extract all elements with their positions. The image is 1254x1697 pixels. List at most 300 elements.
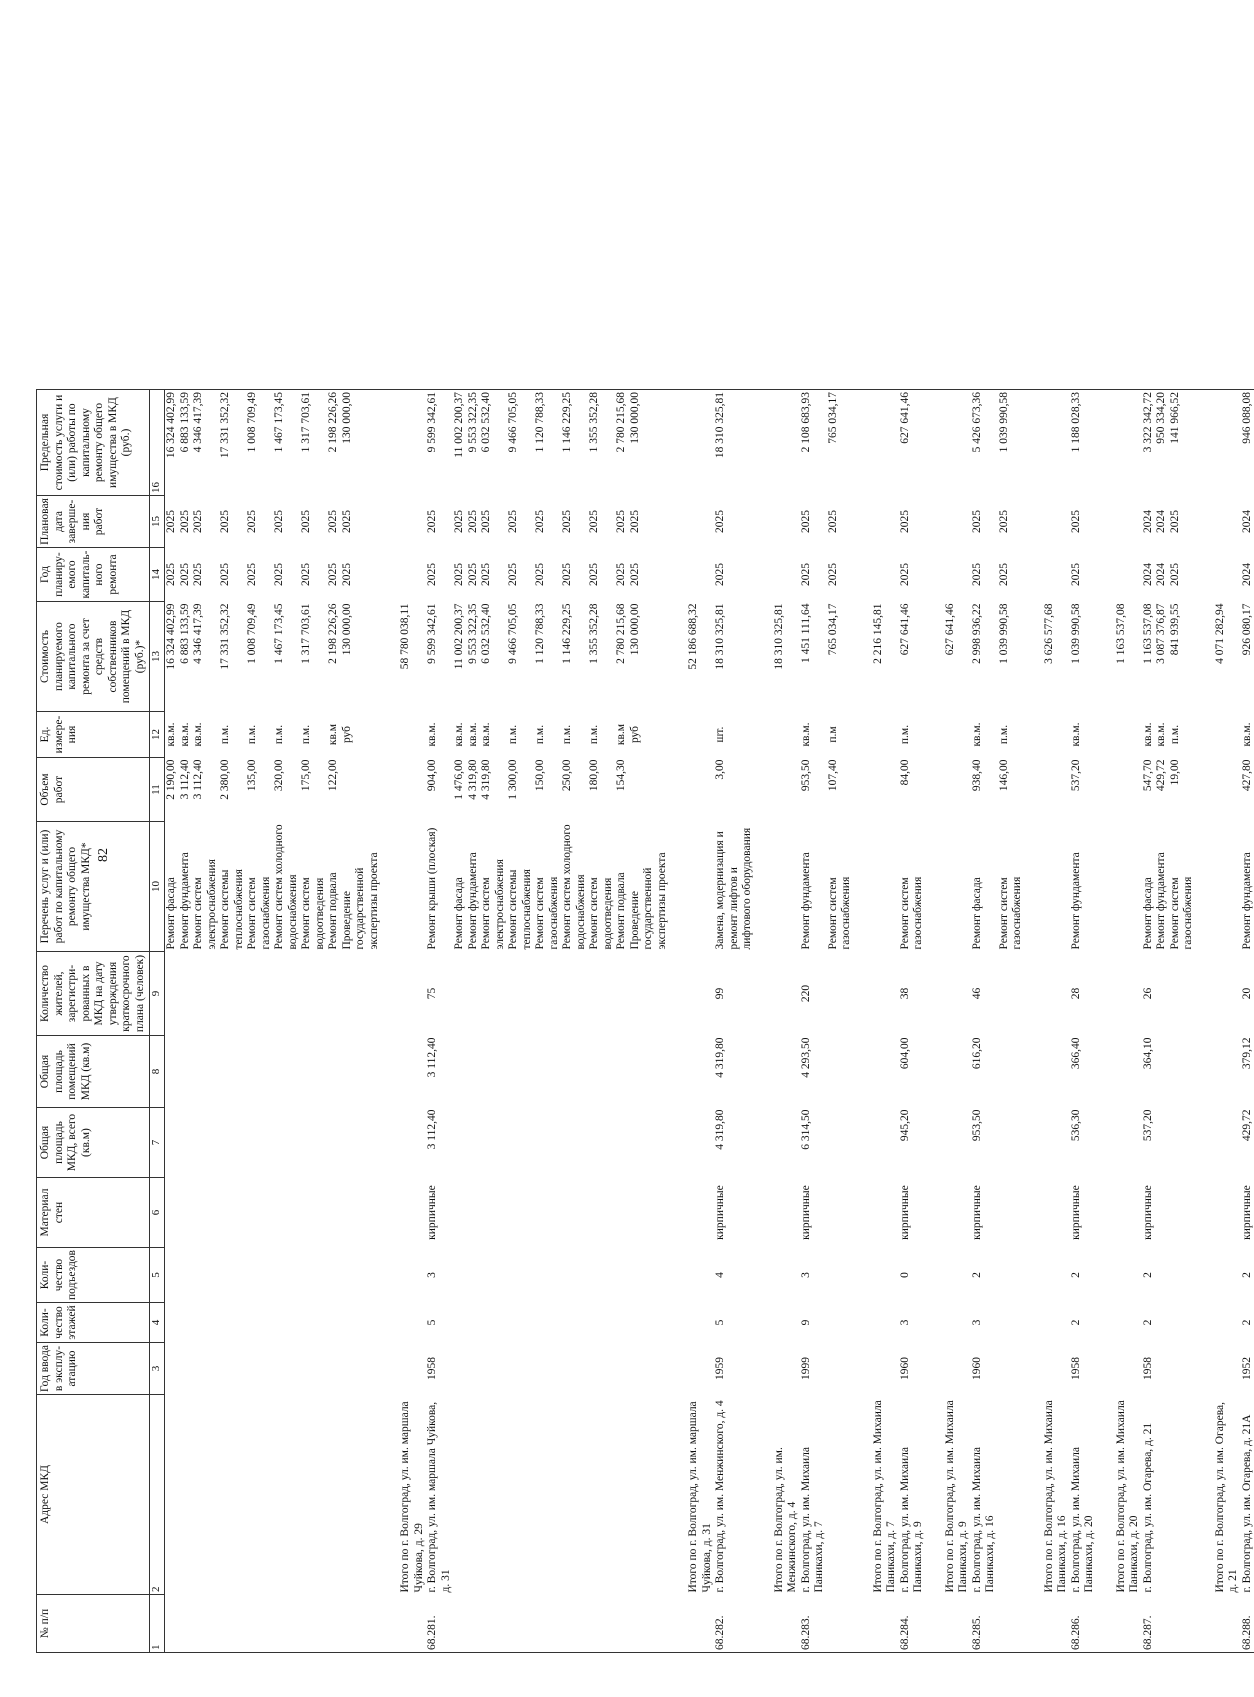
- table-cell: [872, 1343, 899, 1395]
- spacer-row: [1196, 390, 1214, 1653]
- table-cell: 52 186 688,32: [687, 603, 699, 670]
- table-cell: [179, 1036, 193, 1108]
- table-cell: [246, 1036, 273, 1108]
- table-cell: [219, 1395, 246, 1595]
- table-cell: 2025: [1069, 563, 1082, 587]
- table-cell: кв.м.: [1240, 722, 1253, 747]
- table-cell: 1 467 173,45: [273, 603, 285, 664]
- table-cell: [399, 1303, 426, 1343]
- table-cell: [507, 1595, 534, 1653]
- table-cell: [507, 952, 534, 1036]
- table-cell: [872, 496, 899, 548]
- table-cell: 2025: [192, 563, 204, 587]
- table-cell: 16 324 402,99: [165, 390, 179, 496]
- table-cell: 2025: [970, 510, 983, 534]
- table-cell: кв.м.: [480, 722, 492, 747]
- table-cell: [827, 1248, 854, 1303]
- table-cell: 3: [799, 1272, 812, 1278]
- table-cell: Ремонт подвала: [615, 872, 627, 950]
- table-cell: [507, 1108, 534, 1178]
- table-cell: 17 331 352,32: [219, 603, 231, 670]
- table-cell: [615, 1395, 629, 1595]
- table-cell: [507, 1343, 534, 1395]
- column-header: № п/п: [37, 1595, 150, 1653]
- table-cell: Проведение государственной экспертизы проекта: [340, 852, 380, 950]
- table-cell: [872, 390, 899, 496]
- table-cell: 130 000,00: [629, 390, 670, 496]
- table-cell: [534, 1248, 561, 1303]
- table-cell: [327, 1108, 341, 1178]
- table-cell: шт.: [714, 726, 726, 743]
- column-number: 8: [150, 1036, 165, 1108]
- table-cell: Ремонт фундамента: [1155, 852, 1167, 950]
- column-number: 4: [150, 1303, 165, 1343]
- table-cell: 2024: [1141, 510, 1154, 534]
- table-cell: 19,00: [1168, 759, 1181, 786]
- table-cell: [629, 1595, 670, 1653]
- table-cell: 180,00: [588, 759, 600, 792]
- table-cell: [179, 952, 193, 1036]
- table-cell: [588, 1036, 615, 1108]
- table-cell: [534, 1108, 561, 1178]
- table-cell: [399, 1178, 426, 1248]
- table-cell: 2 198 226,26: [327, 390, 341, 496]
- table-cell: 2025: [426, 563, 438, 587]
- table-cell: 2025: [826, 563, 839, 587]
- table-cell: 1960: [970, 1357, 983, 1380]
- table-cell: 2025: [480, 510, 492, 534]
- table-cell: [534, 1036, 561, 1108]
- table-cell: 2025: [327, 563, 339, 587]
- table-cell: 3,00: [714, 759, 726, 780]
- column-number: 10: [150, 822, 165, 952]
- table-cell: 945,20: [898, 1109, 911, 1142]
- table-cell: кирпичные: [898, 1185, 911, 1240]
- table-cell: Ремонт систем газоснабжения: [898, 876, 924, 950]
- table-cell: [1214, 1595, 1241, 1653]
- table-cell: 130 000,00: [340, 603, 353, 656]
- table-cell: [773, 1108, 800, 1178]
- table-cell: [1115, 390, 1142, 496]
- table-cell: 953,50: [799, 759, 812, 792]
- table-cell: [273, 1303, 300, 1343]
- table-cell: 953,50: [970, 1109, 983, 1142]
- table-cell: Ремонт крыши (плоская): [426, 827, 438, 950]
- column-number-row: [150, 390, 165, 1653]
- table-cell: [534, 1343, 561, 1395]
- table-cell: [1115, 758, 1142, 822]
- table-cell: [192, 1303, 219, 1343]
- table-cell: 2024: [1240, 510, 1253, 534]
- table-cell: [327, 1036, 341, 1108]
- table-cell: 2025: [273, 563, 285, 587]
- table-cell: 175,00: [300, 759, 312, 792]
- table-cell: 2025: [561, 510, 573, 534]
- table-cell: [872, 1178, 899, 1248]
- table-row: [827, 390, 854, 1653]
- table-body: [165, 390, 1254, 1653]
- table-cell: [629, 1178, 670, 1248]
- table-cell: [341, 1036, 382, 1108]
- table-cell: 2025: [534, 563, 546, 587]
- table-cell: 2 380,00: [219, 759, 231, 800]
- table-cell: [827, 952, 854, 1036]
- table-cell: [561, 1395, 588, 1595]
- table-cell: 841 939,55: [1168, 603, 1181, 656]
- table-cell: 4 346 417,39: [192, 603, 204, 664]
- table-cell: [273, 1178, 300, 1248]
- table-cell: [165, 1595, 179, 1653]
- table-cell: 9 553 322,35: [467, 390, 481, 496]
- table-cell: [453, 1303, 467, 1343]
- table-cell: [327, 1303, 341, 1343]
- table-cell: [588, 1248, 615, 1303]
- table-cell: 2025: [799, 510, 812, 534]
- table-cell: [507, 1303, 534, 1343]
- table-cell: [1043, 822, 1070, 952]
- table-cell: 2: [1069, 1272, 1082, 1278]
- table-cell: [687, 496, 714, 548]
- table-cell: [179, 1303, 193, 1343]
- table-cell: кв.м.: [426, 722, 438, 747]
- table-cell: 2024: [1155, 563, 1167, 587]
- table-cell: [827, 1343, 854, 1395]
- table-cell: 2025: [714, 510, 726, 534]
- table-cell: Ремонт подвала: [327, 872, 339, 950]
- table-cell: [480, 1108, 507, 1178]
- table-cell: [534, 1178, 561, 1248]
- table-cell: [588, 1108, 615, 1178]
- table-cell: 320,00: [273, 759, 285, 792]
- table-cell: 4 293,50: [799, 1037, 812, 1078]
- table-cell: [872, 1248, 899, 1303]
- table-cell: [399, 952, 426, 1036]
- table-cell: [944, 1178, 971, 1248]
- table-cell: [179, 1248, 193, 1303]
- table-cell: 68.286.: [1070, 1595, 1097, 1653]
- table-cell: 1999: [799, 1357, 812, 1380]
- table-cell: 5 426 673,36: [971, 390, 998, 496]
- table-cell: 58 780 038,11: [399, 603, 411, 670]
- spacer-row: [854, 390, 872, 1653]
- table-cell: 2025: [219, 510, 231, 534]
- table-row: [971, 390, 998, 1653]
- table-cell: 11 002 200,37: [453, 603, 465, 670]
- table-cell: 2025: [453, 563, 465, 587]
- table-cell: 1 188 028,33: [1070, 390, 1097, 496]
- table-cell: 250,00: [561, 759, 573, 792]
- table-cell: 1 317 703,61: [300, 390, 327, 496]
- table-cell: 146,00: [997, 759, 1010, 792]
- table-cell: 604,00: [898, 1037, 911, 1070]
- table-row: [179, 390, 193, 1653]
- table-cell: Итого по г. Волгоград, ул. им. Огарева, д. 21: [1213, 1402, 1239, 1593]
- table-cell: [467, 1395, 481, 1595]
- column-header: Общая площадь помещений МКД (кв.м): [37, 1036, 150, 1108]
- table-cell: [629, 1343, 670, 1395]
- table-cell: кв.м: [615, 723, 627, 746]
- table-cell: 2025: [628, 510, 641, 534]
- table-cell: 2025: [246, 510, 258, 534]
- table-cell: [944, 1036, 971, 1108]
- table-cell: [165, 952, 179, 1036]
- table-cell: п.м.: [219, 724, 231, 745]
- table-cell: [1115, 952, 1142, 1036]
- table-cell: [341, 1343, 382, 1395]
- table-cell: [246, 952, 273, 1036]
- table-cell: [1214, 390, 1241, 496]
- spacer-row: [381, 390, 399, 1653]
- table-cell: [1155, 1178, 1169, 1248]
- table-cell: [1115, 1036, 1142, 1108]
- table-cell: 1 039 990,58: [998, 390, 1025, 496]
- table-cell: 1 039 990,58: [997, 603, 1010, 664]
- table-cell: 5: [426, 1319, 438, 1326]
- table-cell: 2025: [219, 563, 231, 587]
- table-cell: [588, 952, 615, 1036]
- table-cell: [1155, 1303, 1169, 1343]
- table-cell: [219, 1303, 246, 1343]
- table-cell: 154,30: [615, 759, 627, 792]
- table-cell: [629, 1395, 670, 1595]
- table-cell: [1214, 758, 1241, 822]
- table-cell: 68.288.: [1241, 1595, 1254, 1653]
- table-cell: 2: [970, 1272, 983, 1278]
- table-cell: 1 146 229,25: [561, 390, 588, 496]
- table-cell: 537,20: [1141, 1109, 1154, 1142]
- table-cell: [192, 1595, 219, 1653]
- table-cell: [165, 1303, 179, 1343]
- table-cell: [872, 822, 899, 952]
- page-number: 82: [96, 848, 111, 862]
- table-cell: [687, 1595, 714, 1653]
- table-cell: 9 466 705,05: [507, 390, 534, 496]
- spacer-row: [755, 390, 773, 1653]
- table-cell: кв.м.: [165, 722, 177, 747]
- table-cell: [615, 952, 629, 1036]
- table-cell: [944, 1248, 971, 1303]
- table-cell: 1958: [426, 1357, 438, 1380]
- table-cell: [192, 1343, 219, 1395]
- table-row: [453, 390, 467, 1653]
- table-cell: [944, 1343, 971, 1395]
- table-cell: [827, 1036, 854, 1108]
- table-cell: [534, 1595, 561, 1653]
- table-cell: [687, 390, 714, 496]
- column-number: 15: [150, 496, 165, 548]
- table-cell: [273, 1343, 300, 1395]
- table-cell: 4: [714, 1272, 726, 1278]
- table-cell: [300, 1395, 327, 1595]
- table-cell: [872, 1303, 899, 1343]
- table-cell: Итого по г. Волгоград, ул. им. Михаила Паникахи, д. 20: [1114, 1400, 1140, 1593]
- table-cell: [192, 1036, 219, 1108]
- table-cell: [341, 1595, 382, 1653]
- table-cell: 6 314,50: [799, 1109, 812, 1150]
- table-cell: [687, 548, 714, 602]
- table-cell: [773, 1178, 800, 1248]
- table-cell: [453, 1178, 467, 1248]
- table-row: [800, 390, 827, 1653]
- table-cell: г. Волгоград, ул. им. маршала Чуйкова, д. 31: [426, 1401, 452, 1593]
- table-cell: 2 198 226,26: [327, 603, 339, 664]
- table-row: [192, 390, 219, 1653]
- table-cell: [327, 1395, 341, 1595]
- table-cell: 2025: [192, 510, 204, 534]
- table-cell: [467, 1178, 481, 1248]
- table-cell: [192, 1108, 219, 1178]
- table-cell: [399, 712, 426, 758]
- table-cell: [1115, 712, 1142, 758]
- table-cell: 68.281.: [426, 1595, 453, 1653]
- table-cell: 904,00: [426, 759, 438, 792]
- table-cell: Ремонт систем холодного водоснабжения: [561, 824, 587, 950]
- table-cell: руб: [628, 725, 641, 744]
- table-cell: [1115, 1108, 1142, 1178]
- table-cell: [1214, 1036, 1241, 1108]
- table-cell: [998, 1595, 1025, 1653]
- table-cell: 2 780 215,68: [615, 603, 627, 664]
- table-cell: кв.м.: [453, 722, 465, 747]
- table-cell: 2 190,00: [165, 759, 177, 800]
- table-cell: [179, 1595, 193, 1653]
- table-cell: [507, 1248, 534, 1303]
- table-cell: г. Волгоград, ул. им. Михаила Паникахи, д. 9: [898, 1446, 924, 1593]
- table-cell: Замена, модернизация и ремонт лифтов и лифтового оборудования: [714, 827, 753, 950]
- table-cell: Ремонт фасада: [165, 877, 177, 950]
- table-cell: 20: [1240, 987, 1253, 1000]
- table-cell: [1155, 1595, 1169, 1653]
- table-cell: Итого по г. Волгоград, ул. им. Менжинского, д. 4: [772, 1447, 798, 1593]
- table-cell: 1 317 703,61: [300, 603, 312, 664]
- table-cell: [1214, 1248, 1241, 1303]
- table-cell: [327, 952, 341, 1036]
- table-cell: 4 319,80: [714, 1037, 726, 1078]
- table-cell: [615, 1178, 629, 1248]
- table-cell: [561, 1303, 588, 1343]
- table-cell: 2025: [273, 510, 285, 534]
- table-cell: [453, 1108, 467, 1178]
- table-cell: Ремонт систем водоотведения: [300, 877, 326, 950]
- table-row: [1169, 390, 1196, 1653]
- table-cell: 1 355 352,28: [588, 603, 600, 664]
- table-cell: п.м.: [898, 724, 911, 745]
- table-cell: [179, 1108, 193, 1178]
- table-cell: [341, 758, 382, 822]
- table-cell: 2 216 145,81: [871, 603, 884, 664]
- table-cell: [944, 822, 971, 952]
- table-cell: [1214, 1303, 1241, 1343]
- table-cell: [1115, 1248, 1142, 1303]
- table-cell: [561, 1343, 588, 1395]
- total-row: [1115, 390, 1142, 1653]
- table-cell: 75: [426, 987, 438, 1000]
- table-cell: 6 883 133,59: [179, 390, 193, 496]
- table-cell: 2025: [246, 563, 258, 587]
- table-row: [899, 390, 926, 1653]
- table-cell: [246, 1303, 273, 1343]
- column-number: 14: [150, 548, 165, 602]
- table-cell: 3 087 376,87: [1155, 603, 1167, 664]
- table-cell: [687, 1108, 714, 1178]
- table-cell: Ремонт фундамента: [466, 852, 479, 950]
- table-cell: п.м: [826, 726, 839, 743]
- table-cell: [467, 1108, 481, 1178]
- table-cell: [179, 1178, 193, 1248]
- table-cell: 1 467 173,45: [273, 390, 300, 496]
- table-cell: [219, 1343, 246, 1395]
- table-cell: 17 331 352,32: [219, 390, 246, 496]
- table-cell: руб: [340, 725, 353, 744]
- table-cell: [998, 1248, 1025, 1303]
- column-header: Стоимость планируемого капитального ремонта за счет средств собственников помещений в МКД (руб.)*: [37, 602, 150, 712]
- table-cell: 18 310 325,81: [772, 603, 785, 670]
- table-cell: [1169, 1248, 1196, 1303]
- table-row: [561, 390, 588, 1653]
- table-row: [588, 390, 615, 1653]
- table-cell: 2025: [165, 563, 177, 587]
- table-cell: [480, 1303, 507, 1343]
- table-cell: кирпичные: [799, 1185, 812, 1240]
- table-cell: [1214, 1343, 1241, 1395]
- table-cell: 2 780 215,68: [615, 390, 629, 496]
- table-cell: 130 000,00: [341, 390, 382, 496]
- table-cell: 427,80: [1240, 759, 1253, 792]
- column-number: 16: [150, 390, 165, 496]
- table-cell: [773, 390, 800, 496]
- table-cell: 9 553 322,35: [466, 603, 479, 664]
- table-cell: Ремонт системы теплоснабжения: [507, 869, 533, 950]
- table-cell: 68.285.: [971, 1595, 998, 1653]
- table-cell: 68.287.: [1142, 1595, 1156, 1653]
- table-row: [480, 390, 507, 1653]
- table-cell: [1043, 1595, 1070, 1653]
- table-cell: [773, 952, 800, 1036]
- table-cell: [165, 1178, 179, 1248]
- table-cell: [327, 1595, 341, 1653]
- table-cell: [944, 952, 971, 1036]
- table-cell: [1115, 496, 1142, 548]
- table-cell: [588, 1343, 615, 1395]
- column-header: Год планиру-емого капиталь-ного ремонта: [37, 548, 150, 602]
- table-cell: [998, 1036, 1025, 1108]
- table-cell: [300, 1036, 327, 1108]
- table-cell: 84,00: [898, 759, 911, 786]
- table-cell: [534, 1395, 561, 1595]
- table-cell: 9 466 705,05: [507, 603, 519, 664]
- table-cell: кв.м.: [466, 722, 479, 747]
- table-cell: [300, 952, 327, 1036]
- table-cell: 1959: [714, 1357, 726, 1380]
- column-number: 2: [150, 1395, 165, 1595]
- table-cell: [944, 390, 971, 496]
- table-cell: 2025: [799, 563, 812, 587]
- table-cell: Ремонт фундамента: [799, 852, 812, 950]
- table-cell: 2025: [588, 510, 600, 534]
- table-cell: 547,70: [1141, 759, 1154, 792]
- table-cell: г. Волгоград, ул. им. Менжинского, д. 4: [714, 1400, 726, 1593]
- table-cell: 1 008 709,49: [246, 603, 258, 664]
- table-cell: [687, 1343, 714, 1395]
- table-cell: 2025: [300, 563, 312, 587]
- table-cell: [615, 1036, 629, 1108]
- table-cell: [1214, 952, 1241, 1036]
- table-cell: 1 120 788,33: [534, 603, 546, 664]
- table-cell: [399, 1248, 426, 1303]
- table-cell: кв.м.: [192, 722, 204, 747]
- table-cell: 2025: [534, 510, 546, 534]
- table-cell: [1169, 1395, 1196, 1595]
